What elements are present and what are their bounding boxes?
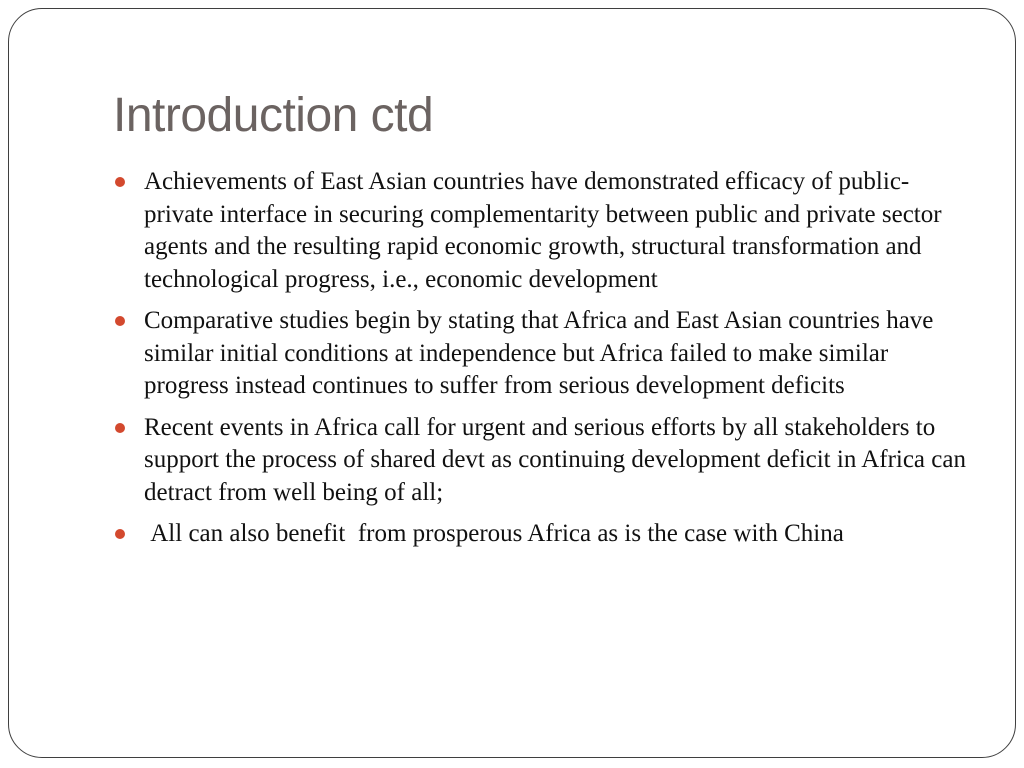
bullet-dot-icon — [115, 529, 125, 539]
bullet-dot-icon — [115, 316, 125, 326]
bullet-text: Achievements of East Asian countries have demonstrated efficacy of public-private interface in securing complementarity between public and private sector agents and the resulting rapid economic growth, structural transformation and technological progress, i.e., economic development — [144, 168, 948, 293]
bullet-list — [113, 166, 973, 560]
bullet-item — [113, 305, 973, 403]
bullet-text: All can also benefit from prosperous Africa as is the case with China — [144, 520, 844, 547]
bullet-dot-icon — [115, 177, 125, 187]
bullet-item — [113, 166, 973, 296]
bullet-item — [113, 412, 973, 510]
bullet-text: Recent events in Africa call for urgent and serious efforts by all stakeholders to support the process of shared devt as continuing development deficit in Africa can detract from well being of all; — [144, 413, 973, 506]
slide-title: Introduction ctd — [113, 89, 434, 142]
bullet-dot-icon — [115, 423, 125, 433]
bullet-text: Comparative studies begin by stating that Africa and East Asian countries have similar initial conditions at independence but Africa failed to make similar progress instead continues to suffer from serious development deficits — [144, 307, 940, 399]
bullet-item — [113, 518, 973, 551]
